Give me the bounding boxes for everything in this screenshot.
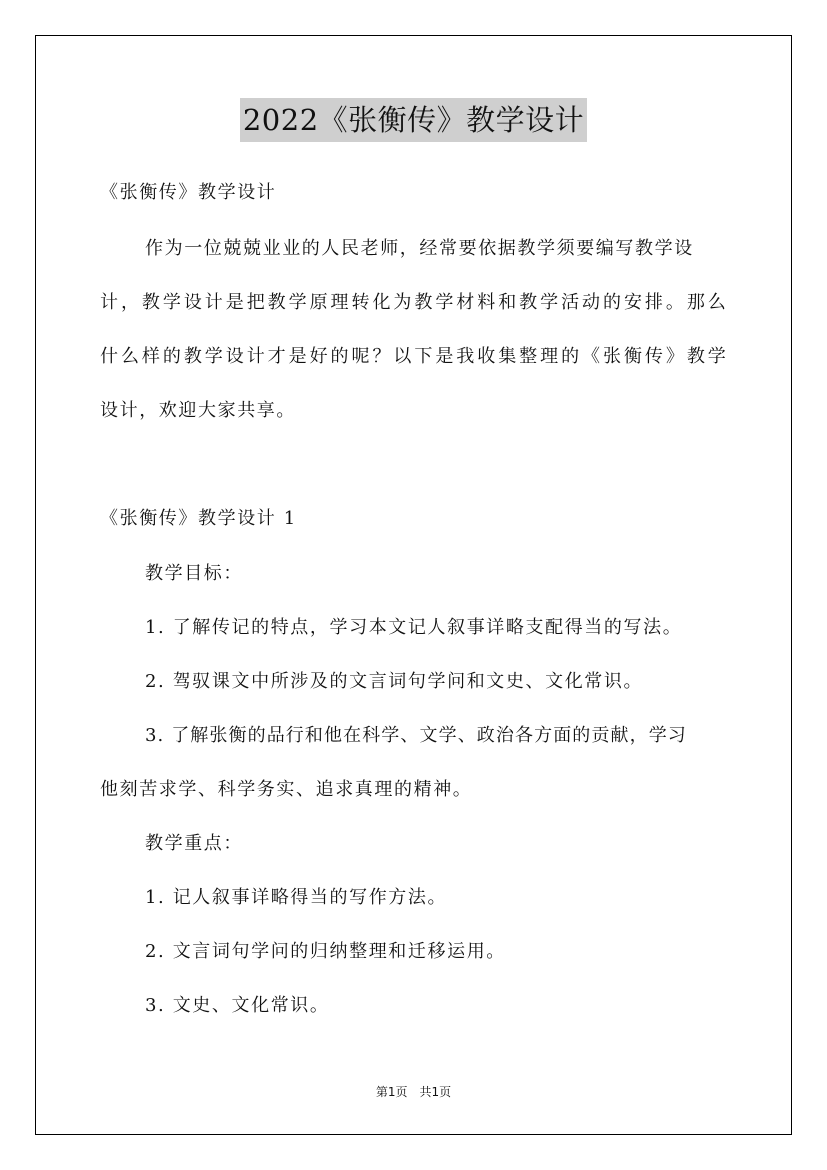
goal-item-1: 1. 了解传记的特点，学习本文记人叙事详略支配得当的写法。	[145, 617, 683, 638]
goal-item-3-continued: 他刻苦求学、科学务实、追求真理的精神。	[100, 779, 473, 800]
document-title-block	[0, 98, 827, 142]
section-heading: 《张衡传》教学设计 1	[100, 508, 297, 529]
intro-line-4: 设计，欢迎大家共享。	[100, 400, 296, 421]
subtitle: 《张衡传》教学设计	[100, 182, 277, 203]
document-title: 2022《张衡传》教学设计	[240, 98, 587, 142]
intro-line-1: 作为一位兢兢业业的人民老师，经常要依据教学须要编写教学设	[145, 238, 694, 259]
intro-line-3: 什么样的教学设计才是好的呢？以下是我收集整理的《张衡传》教学	[100, 346, 727, 367]
focus-item-2: 2. 文言词句学问的归纳整理和迁移运用。	[145, 941, 506, 962]
focus-item-1: 1. 记人叙事详略得当的写作方法。	[145, 887, 448, 908]
goals-heading: 教学目标：	[145, 563, 243, 584]
intro-line-2: 计，教学设计是把教学原理转化为教学材料和教学活动的安排。那么	[100, 292, 727, 313]
focus-item-3: 3. 文史、文化常识。	[145, 995, 330, 1016]
page-number-footer: 第1页 共1页	[375, 1085, 452, 1099]
focus-heading: 教学重点：	[145, 833, 243, 854]
goal-item-3: 3. 了解张衡的品行和他在科学、文学、政治各方面的贡献，学习	[145, 725, 687, 746]
goal-item-2: 2. 驾驭课文中所涉及的文言词句学问和文史、文化常识。	[145, 671, 644, 692]
